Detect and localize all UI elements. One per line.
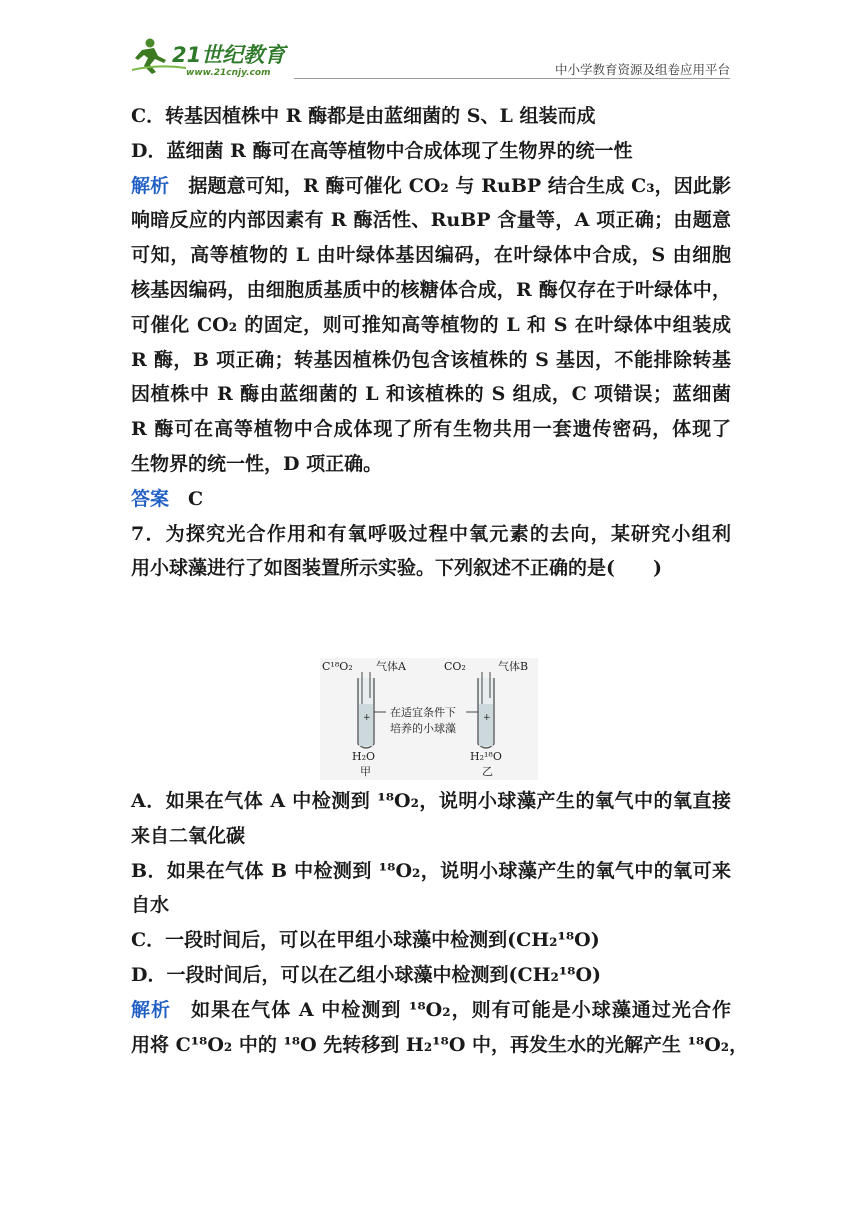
document-body-lower (131, 784, 749, 1062)
q6-analysis-line: 可知，高等植物的 L 由叶绿体基因编码，在叶绿体中合成，S 由细胞 (131, 244, 731, 267)
q6-option-d: D．蓝细菌 R 酶可在高等植物中合成体现了生物界的统一性 (131, 139, 633, 162)
q7-option-b: 自水 (131, 894, 170, 917)
logo (128, 34, 298, 78)
right-gas-in-label: CO₂ (444, 660, 466, 673)
q6-analysis-line: 响暗反应的内部因素有 R 酶活性、RuBP 含量等，A 项正确；由题意 (131, 209, 731, 232)
q6-analysis-line: 解析 据题意可知，R 酶可催化 CO₂ 与 RuBP 结合生成 C₃，因此影 (131, 174, 731, 197)
left-gas-in-label: C¹⁸O₂ (322, 660, 353, 673)
q6-analysis-line: 可催化 CO₂ 的固定，则可推知高等植物的 L 和 S 在叶绿体中组装成 (131, 313, 731, 336)
q7-option-b: B．如果在气体 B 中检测到 ¹⁸O₂，说明小球藻产生的氧气中的氧可来 (131, 859, 731, 882)
logo-url: www.21cnjy.com (186, 68, 271, 78)
q7-stem-line: 用小球藻进行了如图装置所示实验。下列叙述不正确的是( ) (131, 557, 662, 580)
q7-stem-line: 7．为探究光合作用和有氧呼吸过程中氧元素的去向，某研究小组利 (131, 522, 731, 545)
analysis-label: 解析 (131, 998, 172, 1021)
q6-analysis-line: 核基因编码，由细胞质基质中的核糖体合成，R 酶仅存在于叶绿体中， (131, 278, 731, 301)
center-label: 培养的小球藻 (390, 722, 456, 735)
left-tube-name: 甲 (360, 765, 371, 778)
q7-option-a: 来自二氧化碳 (131, 824, 246, 847)
q6-analysis-line: R 酶，B 项正确；转基因植株仍包含该植株的 S 基因，不能排除转基 (131, 348, 731, 371)
tube-yi (478, 672, 494, 748)
document-body (131, 99, 731, 586)
right-gas-out-label: 气体B (498, 660, 529, 673)
q7-analysis-line: 解析 如果在气体 A 中检测到 ¹⁸O₂，则有可能是小球藻通过光合作 (131, 998, 731, 1021)
answer-value: C (188, 487, 204, 510)
q6-answer (131, 482, 731, 517)
q6-option-c: C．转基因植株中 R 酶都是由蓝细菌的 S、L 组装而成 (131, 105, 596, 127)
left-water-label: H₂O (352, 750, 376, 763)
q7-analysis-line: 用将 C¹⁸O₂ 中的 ¹⁸O 先转移到 H₂¹⁸O 中，再发生水的光解产生 ¹⁸O₂， (131, 1033, 749, 1056)
q7-option-d: D．一段时间后，可以在乙组小球藻中检测到(CH₂¹⁸O) (131, 963, 602, 986)
right-tube-name: 乙 (482, 765, 493, 778)
q6-analysis-line: 生物界的统一性，D 项正确。 (131, 452, 383, 475)
q6-analysis-line: R 酶可在高等植物中合成体现了所有生物共用一套遗传密码，体现了 (131, 418, 731, 441)
site-name: 中小学教育资源及组卷应用平台 (554, 62, 730, 77)
answer-label: 答案 (131, 487, 170, 510)
svg-text:+: + (363, 713, 371, 723)
left-gas-out-label: 气体A (376, 660, 406, 673)
center-label: 在适宜条件下 (390, 706, 456, 719)
header-divider (294, 78, 730, 79)
q7-option-c: C．一段时间后，可以在甲组小球藻中检测到(CH₂¹⁸O) (131, 929, 600, 952)
tube-jia (358, 672, 374, 748)
experiment-diagram (320, 658, 538, 780)
page-header (128, 34, 730, 80)
right-water-label: H₂¹⁸O (470, 750, 502, 763)
analysis-label: 解析 (131, 174, 170, 197)
logo-text: 21世纪教育 (172, 43, 286, 67)
q6-analysis-line: 因植株中 R 酶由蓝细菌的 L 和该植株的 S 组成，C 项错误；蓝细菌 (131, 383, 731, 406)
svg-text:+: + (483, 713, 491, 723)
q7-option-a: A．如果在气体 A 中检测到 ¹⁸O₂，说明小球藻产生的氧气中的氧直接 (131, 790, 731, 812)
